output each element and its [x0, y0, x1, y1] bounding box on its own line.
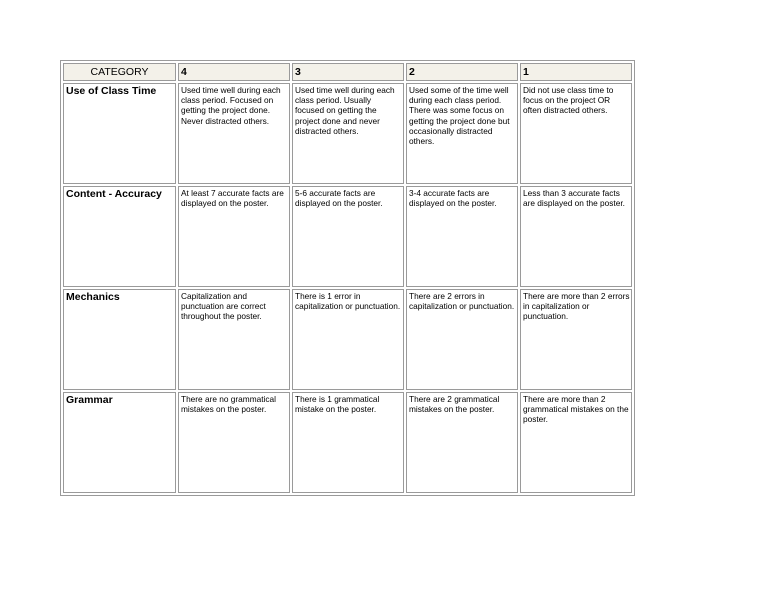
row-category: Content - Accuracy	[63, 186, 176, 287]
criterion-cell: 5-6 accurate facts are displayed on the poster.	[292, 186, 404, 287]
criterion-cell: Used time well during each class period. Focused on getting the project done. Never distracted others.	[178, 83, 290, 184]
rubric-table	[60, 60, 635, 496]
row-grammar	[63, 392, 632, 493]
criterion-cell: There is 1 error in capitalization or punctuation.	[292, 289, 404, 390]
criterion-cell: Used time well during each class period. Usually focused on getting the project done and never distracted others.	[292, 83, 404, 184]
row-category: Grammar	[63, 392, 176, 493]
criterion-cell: Used some of the time well during each class period. There was some focus on getting the project done but occasionally distracted others.	[406, 83, 518, 184]
criterion-cell: Less than 3 accurate facts are displayed on the poster.	[520, 186, 632, 287]
header-row	[63, 63, 632, 81]
criterion-cell: At least 7 accurate facts are displayed on the poster.	[178, 186, 290, 287]
row-use-of-class-time	[63, 83, 632, 184]
criterion-cell: There are 2 errors in capitalization or punctuation.	[406, 289, 518, 390]
header-level-3: 3	[292, 63, 404, 81]
row-category: Mechanics	[63, 289, 176, 390]
criterion-cell: Did not use class time to focus on the project OR often distracted others.	[520, 83, 632, 184]
header-level-2: 2	[406, 63, 518, 81]
header-level-4: 4	[178, 63, 290, 81]
criterion-cell: There are 2 grammatical mistakes on the poster.	[406, 392, 518, 493]
criterion-cell: There are more than 2 grammatical mistakes on the poster.	[520, 392, 632, 493]
criterion-cell: There is 1 grammatical mistake on the poster.	[292, 392, 404, 493]
criterion-cell: There are no grammatical mistakes on the poster.	[178, 392, 290, 493]
row-mechanics	[63, 289, 632, 390]
row-category: Use of Class Time	[63, 83, 176, 184]
criterion-cell: There are more than 2 errors in capitalization or punctuation.	[520, 289, 632, 390]
criterion-cell: Capitalization and punctuation are correct throughout the poster.	[178, 289, 290, 390]
row-content-accuracy	[63, 186, 632, 287]
criterion-cell: 3-4 accurate facts are displayed on the poster.	[406, 186, 518, 287]
header-level-1: 1	[520, 63, 632, 81]
header-category: CATEGORY	[63, 63, 176, 81]
